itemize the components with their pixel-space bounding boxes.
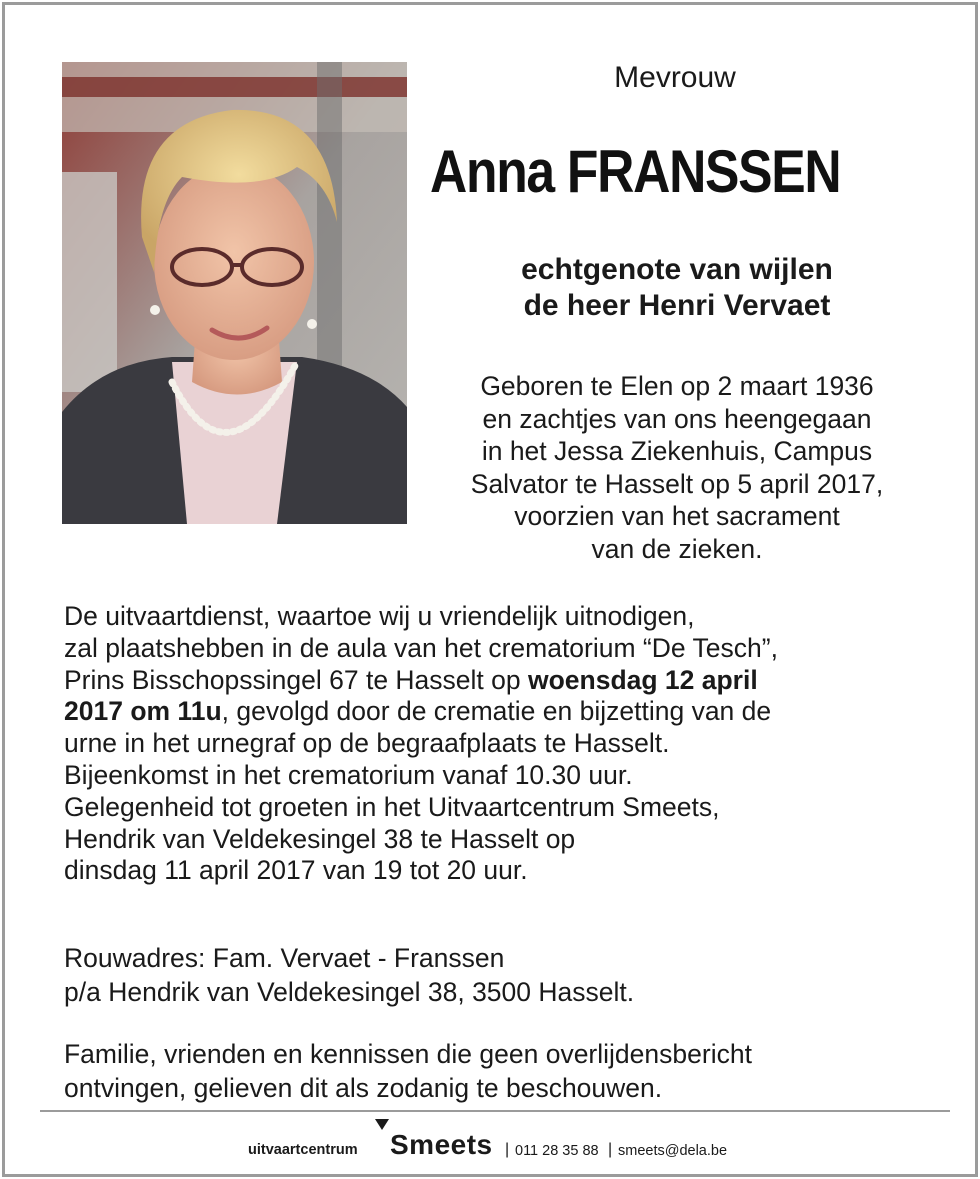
birth-line: Salvator te Hasselt op 5 april 2017, [470, 468, 884, 499]
service-line: De uitvaartdienst, waartoe wij u vriendelijk uitnodigen, [64, 601, 695, 631]
birth-line: in het Jessa Ziekenhuis, Campus [481, 436, 873, 467]
notice-text [64, 1037, 944, 1105]
service-line: Gelegenheid tot groeten in het Uitvaartcentrum Smeets, [64, 791, 720, 822]
notice-line: ontvingen, gelieven dit als zodanig te beschouwen. [64, 1073, 663, 1103]
birth-line: voorzien van het sacrament [514, 501, 840, 532]
address-line: Rouwadres: Fam. Vervaet - Franssen [64, 943, 505, 973]
birth-line: van de zieken. [591, 533, 763, 564]
service-text: Prins Bisschopssingel 67 te Hasselt op [64, 664, 528, 695]
birth-line: Geboren te Elen op 2 maart 1936 [480, 371, 874, 401]
footer-organization: uitvaartcentrum [248, 1142, 358, 1158]
footer-divider [40, 1110, 950, 1112]
triangle-marker-icon [375, 1119, 389, 1130]
address-line: p/a Hendrik van Veldekesingel 38, 3500 Hasselt. [64, 977, 635, 1007]
service-line [64, 665, 944, 697]
service-text: , gevolgd door de crematie en bijzetting van de [221, 696, 772, 727]
service-line: Bijeenkomst in het crematorium vanaf 10.30 uur. [64, 759, 633, 790]
footer-brand-logo: Smeets [390, 1129, 493, 1160]
footer-separator: | [608, 1141, 613, 1158]
mourning-address [64, 941, 944, 1009]
notice-line: Familie, vrienden en kennissen die geen overlijdensbericht [64, 1039, 752, 1069]
deceased-name: Anna FRANSSEN [430, 138, 841, 205]
birth-death-details [425, 370, 929, 566]
service-line: dinsdag 11 april 2017 van 19 tot 20 uur. [64, 855, 528, 886]
service-line [64, 696, 944, 728]
service-line: urne in het urnegraf op de begraafplaats te Hasselt. [64, 728, 670, 759]
footer [5, 1127, 980, 1167]
portrait-photo [62, 62, 407, 524]
footer-separator: | [505, 1141, 510, 1158]
spouse-statement [425, 252, 929, 324]
footer-email: smeets@dela.be [618, 1143, 728, 1159]
birth-line: en zachtjes van ons heengegaan [482, 403, 872, 434]
spouse-line: de heer Henri Vervaet [523, 289, 831, 322]
obituary-card [2, 2, 978, 1177]
service-date: woensdag 12 april [527, 664, 758, 695]
service-line: zal plaatshebben in de aula van het crematorium “De Tesch”, [64, 632, 778, 663]
spouse-line: echtgenote van wijlen [521, 253, 833, 286]
salutation: Mevrouw [614, 61, 736, 94]
portrait-illustration [62, 62, 407, 524]
footer-phone: 011 28 35 88 [515, 1143, 599, 1159]
funeral-service-details [64, 601, 944, 887]
service-line: Hendrik van Veldekesingel 38 te Hasselt op [64, 823, 576, 854]
service-time: 2017 om 11u [64, 696, 222, 727]
